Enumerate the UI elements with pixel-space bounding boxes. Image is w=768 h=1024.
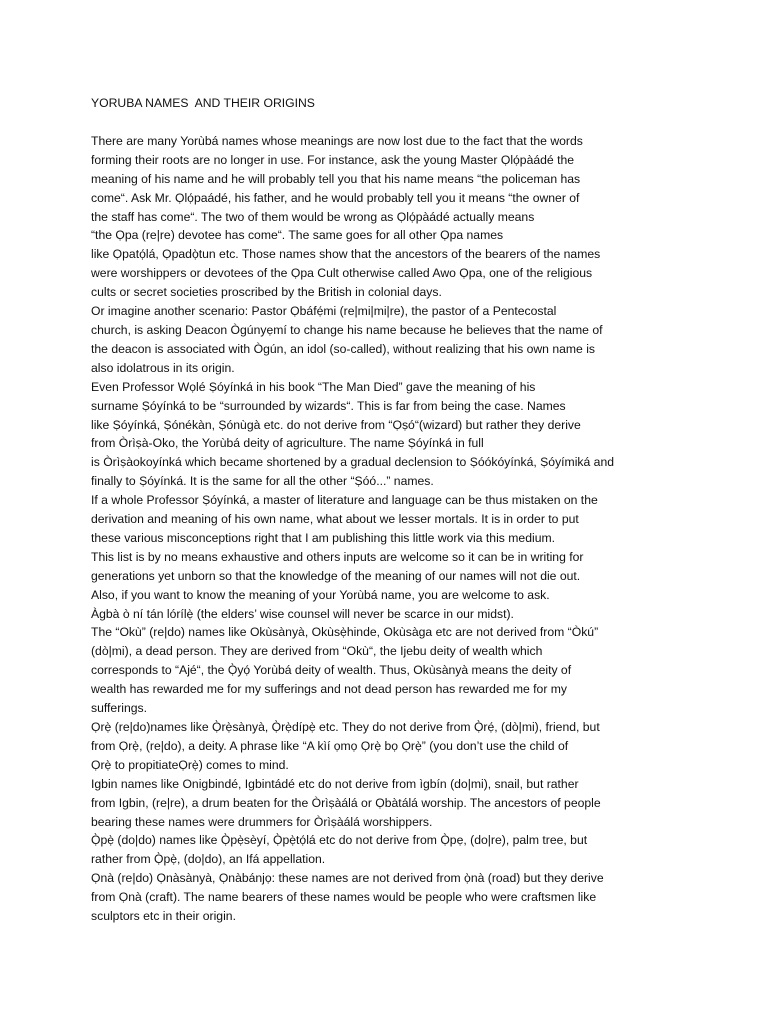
document-body bbox=[91, 132, 691, 926]
body-line-35: Igbin names like Onigbindé, Igbintádé etc do not derive from ìgbín (do|mi), snail, but rather bbox=[91, 776, 579, 791]
body-line-12: the deacon is associated with Ògún, an idol (so-called), without realizing that his own name is bbox=[91, 341, 596, 356]
body-line-34: Ọrẹ̀ to propitiateỌrẹ̀) comes to mind. bbox=[91, 757, 289, 772]
body-line-18: is Òrìṣàokoyínká which became shortened by a gradual declension to Ṣóókóyínká, Ṣóyímiká and bbox=[91, 455, 615, 470]
body-line-37: bearing these names were drummers for Òrìṣàálá worshippers. bbox=[91, 814, 433, 829]
body-line-39: rather from Ọ̀pẹ̀, (do|do), an Ifá appellation. bbox=[91, 852, 326, 867]
body-line-20: If a whole Professor Ṣóyínká, a master of literature and language can be thus mistaken on the bbox=[91, 493, 598, 508]
body-line-16: like Ṣóyínká, Ṣónékàn, Ṣónùgà etc. do not derive from “Ọṣó“(wizard) but rather they derive bbox=[91, 417, 581, 432]
body-line-4: come“. Ask Mr. Ọlọ́paádé, his father, and he would probably tell you it means “the owner of bbox=[91, 190, 580, 205]
body-line-21: derivation and meaning of his own name, what about we lesser mortals. It is in order to put bbox=[91, 512, 579, 527]
body-line-33: from Ọrẹ̀, (re|do), a deity. A phrase like “A kìí ọmọ Ọrẹ̀ bọ Ọrẹ̀” (you don’t use the child of bbox=[91, 738, 569, 753]
body-line-41: from Ọnà (craft). The name bearers of these names would be people who were craftsmen like bbox=[91, 890, 597, 905]
body-line-30: wealth has rewarded me for my sufferings and not dead person has rewarded me for my bbox=[91, 682, 568, 697]
body-line-25: Also, if you want to know the meaning of your Yorùbá name, you are welcome to ask. bbox=[91, 587, 550, 602]
body-line-31: sufferings. bbox=[91, 701, 148, 716]
body-line-15: surname Ṣóyínká to be “surrounded by wizards“. This is far from being the case. Names bbox=[91, 398, 566, 413]
body-line-13: also idolatrous in its origin. bbox=[91, 360, 235, 375]
body-line-40: Ọnà (re|do) Ọnàsànyà, Ọnàbánjọ: these names are not derived from ọ̀nà (road) but they derive bbox=[91, 871, 604, 886]
body-line-38: Ọ̀pẹ̀ (do|do) names like Ọ̀pẹ̀sèyí, Ọ̀pẹ̀tọ́lá etc do not derive from Ọ̀pẹ, (do|re), palm tree, but bbox=[91, 833, 588, 848]
body-line-1: There are many Yorùbá names whose meanings are now lost due to the fact that the words bbox=[91, 133, 583, 148]
body-line-26: Àgbà ò ní tán lórílẹ̀ (the elders’ wise counsel will never be scarce in our midst). bbox=[91, 606, 514, 621]
body-line-7: like Ọpatọ́lá, Ọpadọ̀tun etc. Those names show that the ancestors of the bearers of the names bbox=[91, 247, 601, 262]
body-line-9: cults or secret societies proscribed by the British in colonial days. bbox=[91, 285, 442, 300]
body-line-36: from Igbin, (re|re), a drum beaten for the Òrìṣàálá or Ọbàtálá worship. The ancestors of people bbox=[91, 795, 601, 810]
body-line-17: from Òrìṣà-Oko, the Yorùbá deity of agriculture. The name Ṣóyínká in full bbox=[91, 436, 484, 451]
body-line-8: were worshippers or devotees of the Ọpa Cult otherwise called Awo Ọpa, one of the religious bbox=[91, 266, 593, 281]
body-line-24: generations yet unborn so that the knowledge of the meaning of our names will not die out. bbox=[91, 568, 581, 583]
body-line-6: “the Ọpa (re|re) devotee has come“. The same goes for all other Ọpa names bbox=[91, 228, 504, 243]
body-line-5: the staff has come“. The two of them would be wrong as Ọlọ́pàádé actually means bbox=[91, 209, 535, 224]
body-line-28: (dò|mi), a dead person. They are derived from “Okù“, the Ijebu deity of wealth which bbox=[91, 644, 543, 659]
document-page bbox=[91, 94, 691, 926]
body-line-11: church, is asking Deacon Ògúnyẹmí to change his name because he believes that the name of bbox=[91, 322, 603, 337]
body-line-3: meaning of his name and he will probably tell you that his name means “the policeman has bbox=[91, 171, 581, 186]
body-line-27: The “Okù” (re|do) names like Okùsànyà, Okùsẹ̀hinde, Okùsàga etc are not derived from “Òkú” bbox=[91, 625, 599, 640]
body-line-42: sculptors etc in their origin. bbox=[91, 909, 236, 924]
body-line-2: forming their roots are no longer in use. For instance, ask the young Master Ọlọ́pàádé the bbox=[91, 152, 575, 167]
body-line-22: these various misconceptions right that I am publishing this little work via this medium. bbox=[91, 530, 556, 545]
body-line-14: Even Professor Wọlé Ṣóyínká in his book “The Man Died” gave the meaning of his bbox=[91, 379, 536, 394]
body-line-23: This list is by no means exhaustive and others inputs are welcome so it can be in writing for bbox=[91, 549, 584, 564]
document-title: YORUBA NAMES AND THEIR ORIGINS bbox=[91, 96, 315, 110]
body-line-29: corresponds to “Ajé“, the Ọ̀yọ́ Yorùbá deity of wealth. Thus, Okùsànyà means the deity of bbox=[91, 663, 572, 678]
body-line-19: finally to Ṣóyínká. It is the same for all the other “Ṣóó...” names. bbox=[91, 474, 434, 489]
body-line-32: Ọrẹ̀ (re|do)names like Ọ̀rẹ̀sànyà, Ọ̀rẹ̀dípẹ̀ etc. They do not derive from Ọ̀rẹ́, (dò|mi), friend, but bbox=[91, 720, 600, 734]
body-line-10: Or imagine another scenario: Pastor Ọbáfẹ́mi (re|mi|mi|re), the pastor of a Pentecostal bbox=[91, 304, 557, 319]
